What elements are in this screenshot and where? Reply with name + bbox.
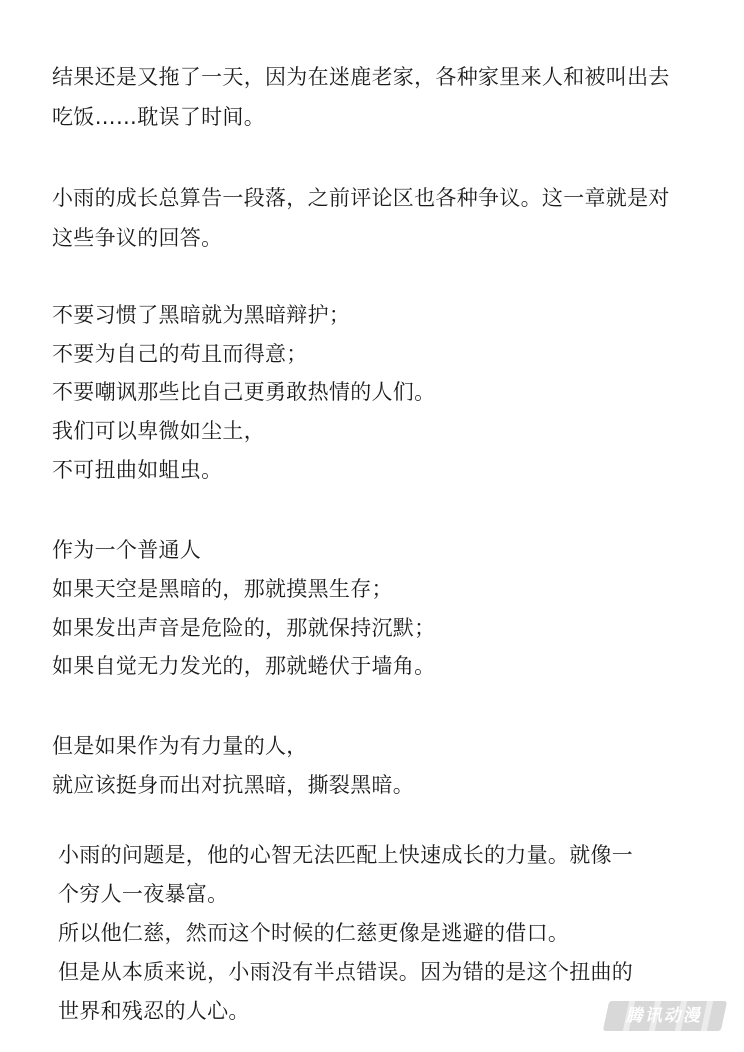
text-line: 不要习惯了黑暗就为黑暗辩护； — [52, 303, 351, 327]
text-line: 所以他仁慈，然而这个时候的仁慈更像是逃避的借口。 — [58, 921, 570, 945]
text-line: 不可扭曲如蛆虫。 — [52, 458, 223, 482]
text-line: 如果天空是黑暗的，那就摸黑生存； — [52, 577, 393, 601]
text-line: 这些争议的回答。 — [52, 226, 223, 250]
text-line: 吃饭……耽误了时间。 — [52, 105, 265, 129]
watermark-text: 腾讯动漫 — [624, 1006, 706, 1026]
tencent-comic-watermark-logo — [603, 1001, 727, 1031]
text-line: 但是如果作为有力量的人， — [52, 734, 308, 758]
text-line: 小雨的成长总算告一段落，之前评论区也各种争议。这一章就是对 — [52, 186, 670, 210]
text-line: 就应该挺身而出对抗黑暗，撕裂黑暗。 — [52, 773, 415, 797]
text-line: 小雨的问题是，他的心智无法匹配上快速成长的力量。就像一 — [58, 843, 634, 867]
text-line: 世界和残忍的人心。 — [58, 999, 250, 1023]
text-line: 不要为自己的苟且而得意； — [52, 342, 308, 366]
text-line: 个穷人一夜暴富。 — [58, 882, 229, 906]
text-line: 但是从本质来说，小雨没有半点错误。因为错的是这个扭曲的 — [58, 960, 634, 984]
text-line: 我们可以卑微如尘土， — [52, 419, 265, 443]
text-line: 不要嘲讽那些比自己更勇敢热情的人们。 — [52, 380, 436, 404]
text-line: 结果还是又拖了一天，因为在迷鹿老家，各种家里来人和被叫出去 — [52, 65, 670, 89]
text-line: 如果自觉无力发光的，那就蜷伏于墙角。 — [52, 654, 436, 678]
text-line: 如果发出声音是危险的，那就保持沉默； — [52, 616, 436, 640]
text-line: 作为一个普通人 — [52, 538, 202, 562]
